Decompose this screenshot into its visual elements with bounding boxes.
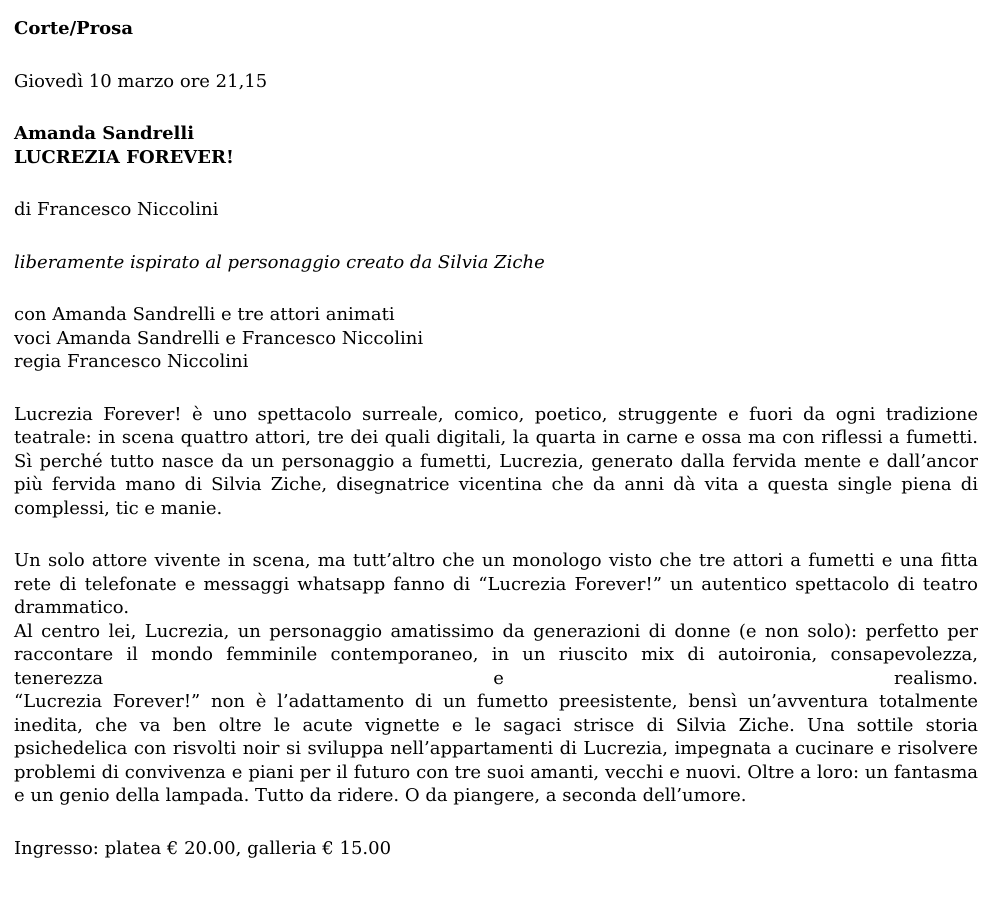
description-paragraph-1: Lucrezia Forever! è uno spettacolo surreale, comico, poetico, struggente e fuori da ogni tradizione teatrale: in scena quattro attori, tre dei quali digitali, la quarta in carne e ossa ma con riflessi a fumetti. Sì perché tutto nasce da un personaggio a fumetti, Lucrezia, generato dalla fervida mente e dall’ancor più fervida mano di Silvia Ziche, disegnatrice vicentina che da anni dà vita a questa single piena di complessi, tic e manie. <box>14 403 978 519</box>
description-line-intro: Un solo attore vivente in scena, ma tutt’altro che un monologo visto che tre attori a fumetti e una fitta rete di telefonate e messaggi whatsapp fanno di “Lucrezia Forever!” un autentico spettacolo di teatro drammatico. <box>14 550 978 618</box>
show-title-block <box>14 122 978 169</box>
credits-block <box>14 303 978 374</box>
credit-voices: voci Amanda Sandrelli e Francesco Niccolini <box>14 327 424 349</box>
credit-direction: regia Francesco Niccolini <box>14 351 249 372</box>
event-document <box>14 17 978 860</box>
show-author: di Francesco Niccolini <box>14 199 219 220</box>
description-line-center: Al centro lei, Lucrezia, un personaggio amatissimo da generazioni di donne (e non solo): perfetto per raccontare il mondo femminile contemporaneo, in un riuscito mix di autoironia, consapevolezza, tenerezza e realismo. <box>14 620 978 689</box>
ticket-prices: Ingresso: platea € 20.00, galleria € 15.00 <box>14 837 392 859</box>
show-title: LUCREZIA FOREVER! <box>14 146 234 168</box>
credit-cast: con Amanda Sandrelli e tre attori animati <box>14 304 395 325</box>
description-line-adaptation: “Lucrezia Forever!” non è l’adattamento di un fumetto preesistente, bensì un’avventura totalmente inedita, che va ben oltre le acute vignette e le sagaci strisce di Silvia Ziche. Una sottile storia psichedelica con risvolti noir si sviluppa nell’appartamenti di Lucrezia, impegnata a cucinare e risolvere problemi di convivenza e piani per il futuro con tre suoi amanti, vecchi e nuovi. Oltre a loro: un fantasma e un genio della lampada. Tutto da ridere. O da piangere, a seconda dell’umore. <box>14 691 978 806</box>
event-date: Giovedì 10 marzo ore 21,15 <box>14 70 268 92</box>
show-inspiration: liberamente ispirato al personaggio creato da Silvia Ziche <box>14 251 545 273</box>
description-paragraph-2 <box>14 549 978 808</box>
section-label: Corte/Prosa <box>14 18 133 39</box>
performer-name: Amanda Sandrelli <box>14 123 195 144</box>
